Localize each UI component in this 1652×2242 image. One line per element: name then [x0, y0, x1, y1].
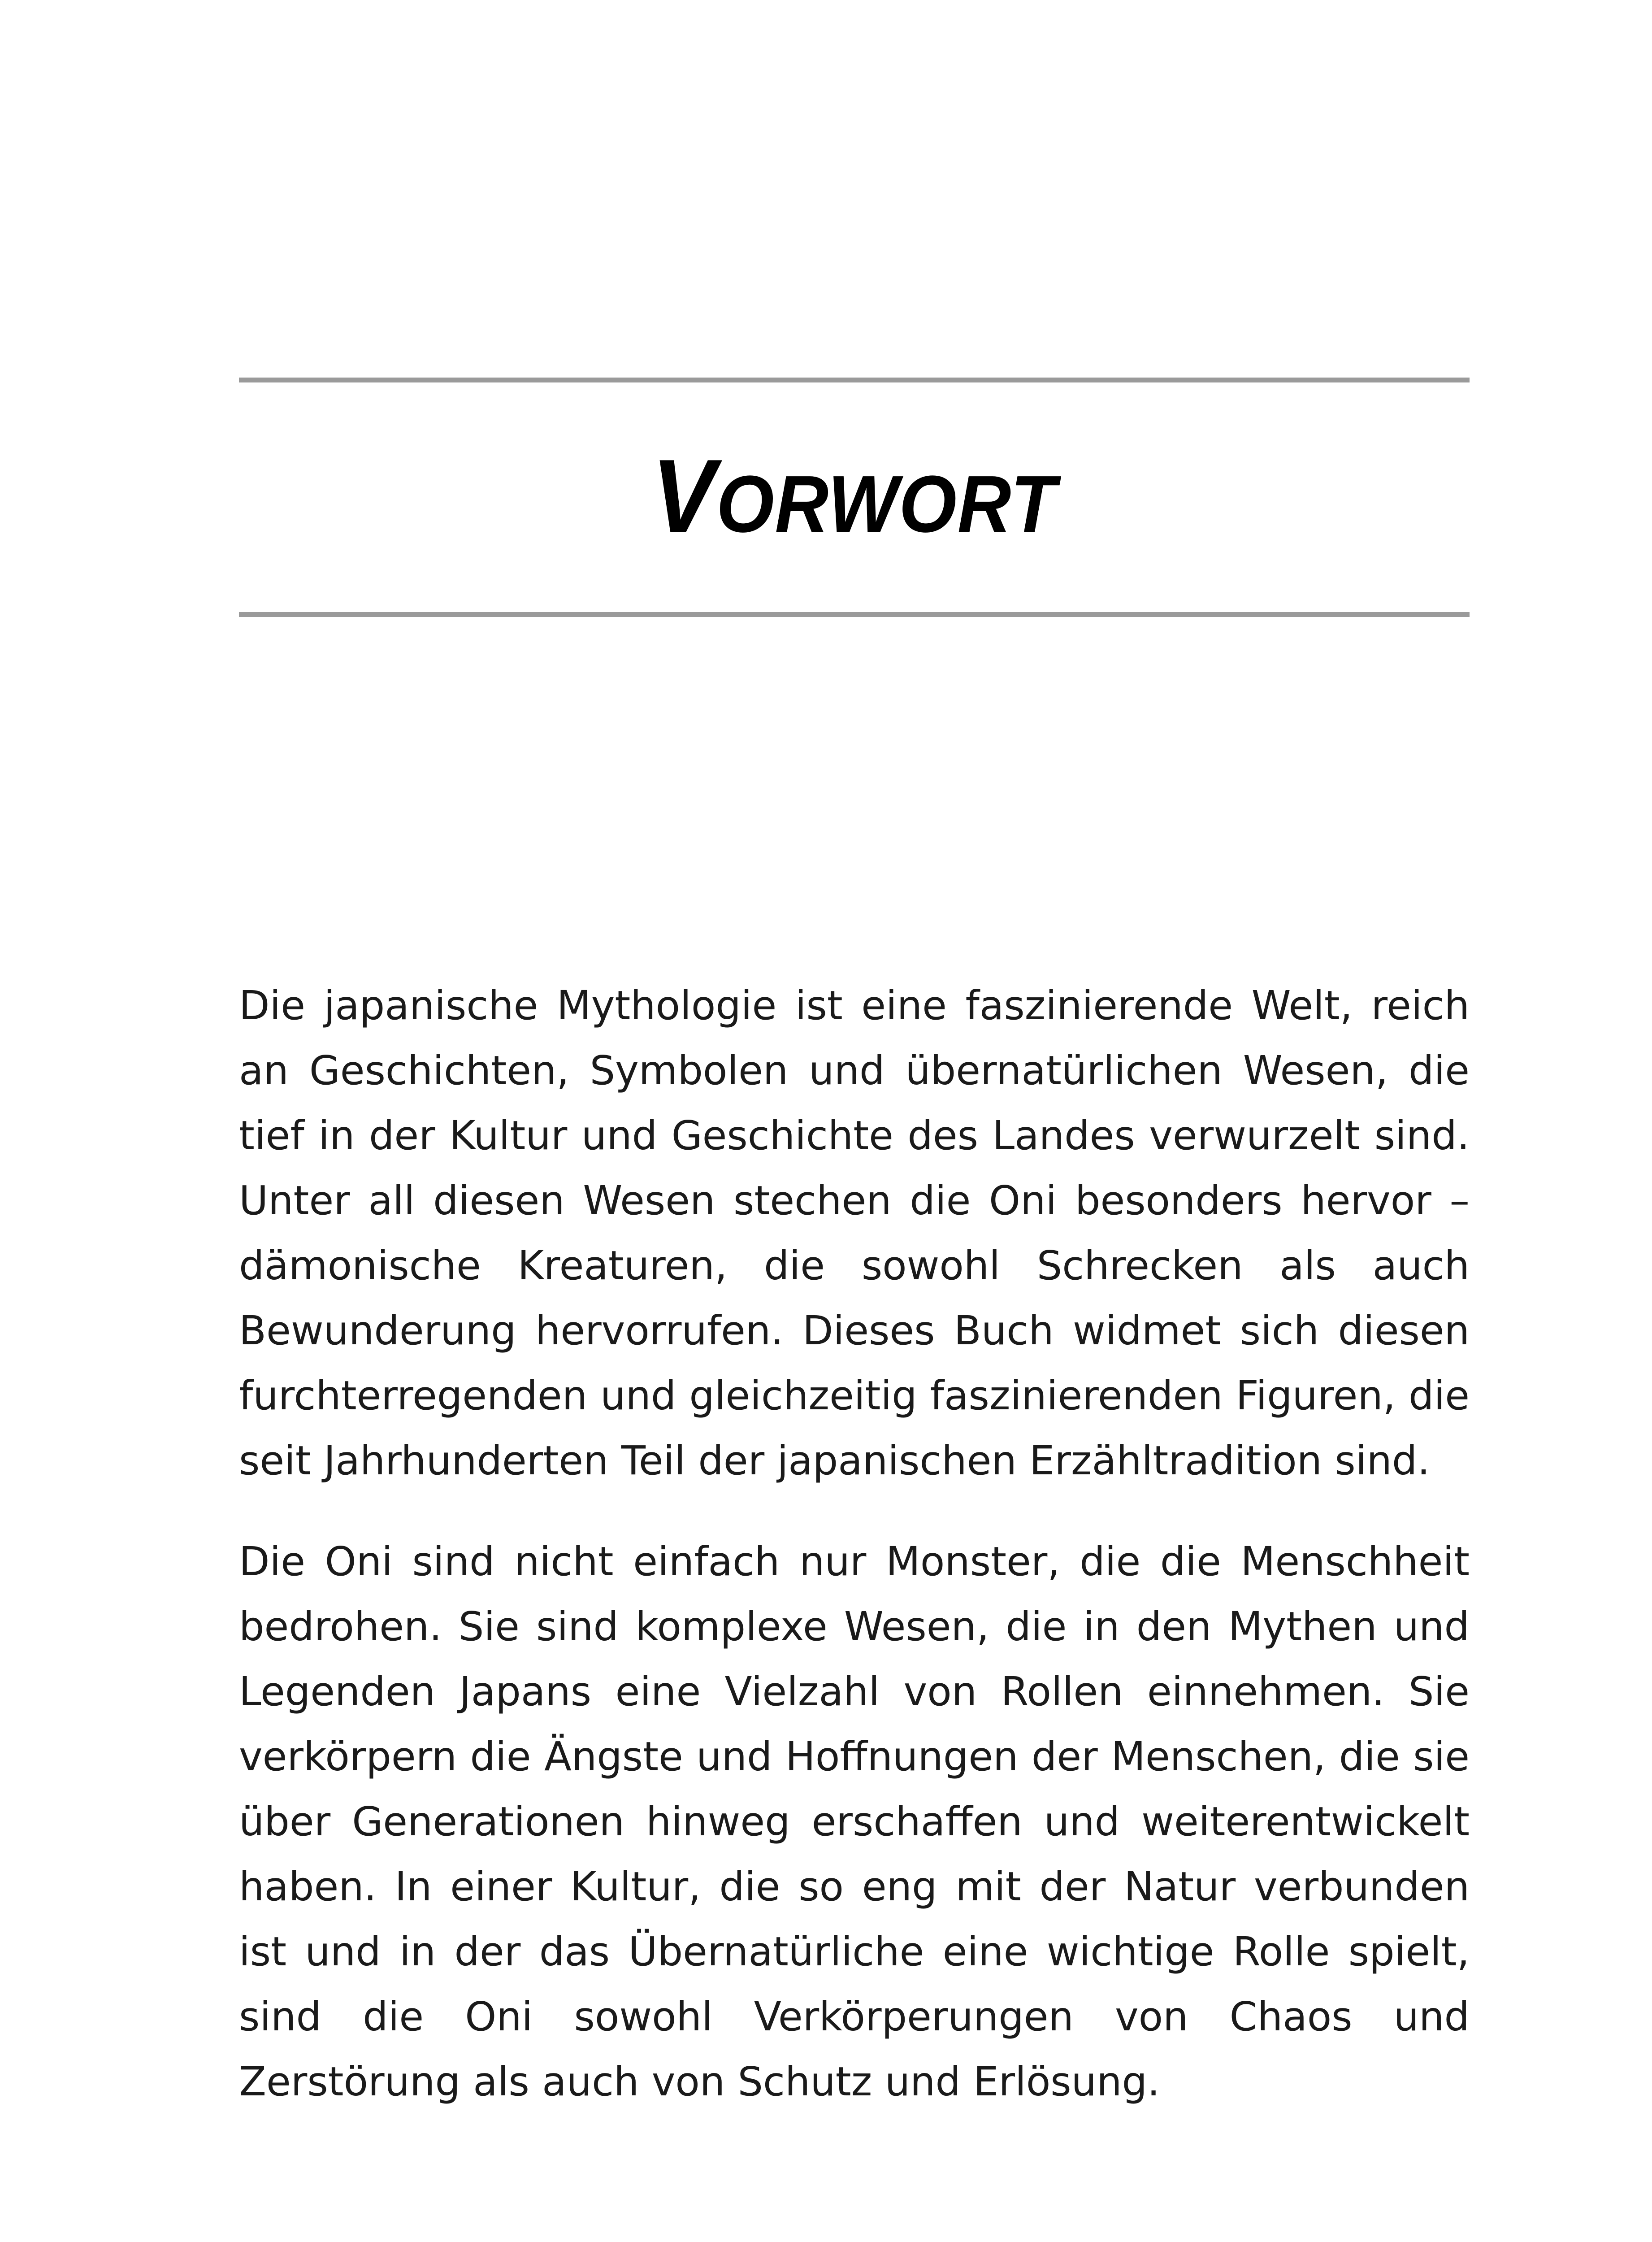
paragraph-2: Die Oni sind nicht einfach nur Monster, die die Menschheit bedrohen. Sie sind komplexe Wesen, die in den Mythen und Legenden Japans eine Vielzahl von Rollen einnehmen. Sie verkörpern die Ängste und Hoffnungen der Menschen, die sie über Generationen hinweg erschaffen und weiterentwickelt haben. In einer Kultur, die so eng mit der Natur verbunden ist und in der das Übernatürliche eine wichtige Rolle spielt, sind die Oni sowohl Verkörperungen von Chaos und Zerstörung als auch von Schutz und Erlösung. — [239, 1538, 1470, 2105]
chapter-title-initial: V — [651, 438, 716, 555]
paragraph-1: Die japanische Mythologie ist eine faszinierende Welt, reich an Geschichten, Symbolen und übernatürlichen Wesen, die tief in der Kultur und Geschichte des Landes verwurzelt sind. Unter all diesen Wesen stechen die Oni besonders hervor – dämonische Kreaturen, die sowohl Schrecken als auch Bewunderung hervorrufen. Dieses Buch widmet sich diesen furchterregenden und gleichzeitig faszinierenden Figuren, die seit Jahrhunderten Teil der japanischen Erzähltradition sind. — [239, 982, 1470, 1484]
body-text — [239, 973, 1470, 2150]
top-divider-rule — [239, 378, 1470, 382]
chapter-title-rest: ORWORT — [716, 459, 1057, 550]
bottom-divider-rule — [239, 612, 1470, 617]
chapter-title — [288, 438, 1420, 555]
